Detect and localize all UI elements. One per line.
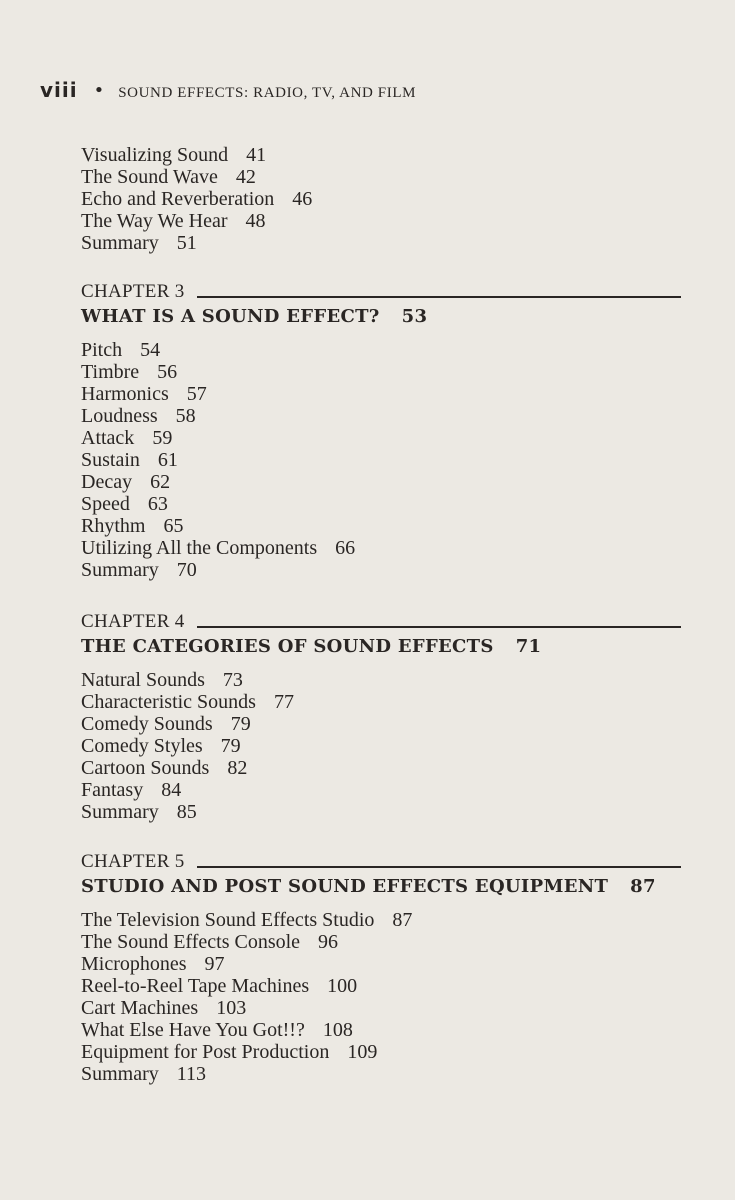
page-number: viii <box>40 78 78 102</box>
toc-entry <box>81 339 681 361</box>
running-head <box>40 78 416 102</box>
entry-title: The Sound Wave <box>81 166 218 188</box>
entry-page: 82 <box>227 757 248 779</box>
entry-page: 70 <box>176 559 197 581</box>
entry-title: Sustain <box>81 449 140 471</box>
entry-title: Reel-to-Reel Tape Machines <box>81 975 310 997</box>
entry-page: 108 <box>322 1019 353 1041</box>
entry-page: 62 <box>150 471 171 493</box>
entry-title: The Television Sound Effects Studio <box>81 909 375 931</box>
entry-title: Attack <box>81 427 135 449</box>
toc-entry <box>81 1063 681 1085</box>
toc-entry <box>81 1041 681 1063</box>
bullet-separator: • <box>93 80 105 101</box>
toc-entry <box>81 909 681 931</box>
entry-title: Microphones <box>81 953 187 975</box>
entry-title: Loudness <box>81 405 158 427</box>
chapter-heading-row <box>81 611 681 633</box>
entry-page: 58 <box>175 405 196 427</box>
toc-entry <box>81 427 681 449</box>
entry-title: The Sound Effects Console <box>81 931 301 953</box>
chapter-label: CHAPTER 3 <box>81 281 185 302</box>
chapter-heading-row <box>81 281 681 303</box>
entry-page: 61 <box>157 449 178 471</box>
toc-entry <box>81 975 681 997</box>
entry-title: Visualizing Sound <box>81 144 229 166</box>
chapter-5 <box>81 851 681 1085</box>
toc-entry <box>81 691 681 713</box>
toc-entry <box>81 1019 681 1041</box>
toc-entry <box>81 210 681 232</box>
toc-entry <box>81 735 681 757</box>
entry-title: The Way We Hear <box>81 210 228 232</box>
toc-entry <box>81 493 681 515</box>
entry-title: Cartoon Sounds <box>81 757 210 779</box>
entry-page: 63 <box>147 493 168 515</box>
entry-title: What Else Have You Got!!? <box>81 1019 305 1041</box>
toc-entry <box>81 537 681 559</box>
chapter-rule <box>197 626 681 628</box>
entry-title: Comedy Styles <box>81 735 203 757</box>
entry-page: 85 <box>176 801 197 823</box>
entry-page: 51 <box>176 232 197 254</box>
toc-entry <box>81 405 681 427</box>
chapter-page: 87 <box>630 876 656 897</box>
toc-entry <box>81 931 681 953</box>
entry-page: 79 <box>220 735 241 757</box>
entry-title: Characteristic Sounds <box>81 691 256 713</box>
toc-entry <box>81 232 681 254</box>
entry-title: Rhythm <box>81 515 146 537</box>
entry-page: 65 <box>163 515 184 537</box>
entry-page: 113 <box>176 1063 207 1085</box>
entry-page: 57 <box>186 383 207 405</box>
chapter-label: CHAPTER 5 <box>81 851 185 872</box>
toc-entry <box>81 144 681 166</box>
entry-page: 56 <box>157 361 178 383</box>
toc-entry <box>81 471 681 493</box>
entry-title: Utilizing All the Components <box>81 537 318 559</box>
chapter-title <box>81 635 681 659</box>
entry-title: Natural Sounds <box>81 669 205 691</box>
entry-title: Speed <box>81 493 130 515</box>
entry-page: 84 <box>161 779 182 801</box>
book-title: SOUND EFFECTS: RADIO, TV, AND FILM <box>118 85 417 101</box>
entry-page: 79 <box>230 713 251 735</box>
toc-entry <box>81 383 681 405</box>
entry-page: 54 <box>140 339 161 361</box>
entry-title: Pitch <box>81 339 123 361</box>
entry-title: Summary <box>81 801 159 823</box>
entry-page: 87 <box>392 909 413 931</box>
entry-title: Cart Machines <box>81 997 199 1019</box>
chapter-4 <box>81 611 681 823</box>
chapter-title-text: THE CATEGORIES OF SOUND EFFECTS <box>81 636 494 657</box>
toc-entry <box>81 188 681 210</box>
toc-entry <box>81 713 681 735</box>
toc-entry <box>81 361 681 383</box>
entry-page: 97 <box>204 953 225 975</box>
chapter-rule <box>197 866 681 868</box>
entry-title: Harmonics <box>81 383 169 405</box>
entry-page: 77 <box>273 691 294 713</box>
chapter-entries <box>81 339 681 581</box>
entry-title: Decay <box>81 471 133 493</box>
entry-title: Fantasy <box>81 779 144 801</box>
chapter-page: 71 <box>515 636 542 657</box>
chapter-title <box>81 875 681 899</box>
entry-page: 109 <box>347 1041 378 1063</box>
chapter-title-text: STUDIO AND POST SOUND EFFECTS EQUIPMENT <box>81 876 609 897</box>
chapter-heading-row <box>81 851 681 873</box>
entry-page: 73 <box>222 669 243 691</box>
toc-entry <box>81 559 681 581</box>
chapter-entries <box>81 669 681 823</box>
chapter-title-text: WHAT IS A SOUND EFFECT? <box>81 306 380 327</box>
continued-entries <box>81 144 681 254</box>
entry-title: Timbre <box>81 361 140 383</box>
toc-entry <box>81 801 681 823</box>
entry-page: 103 <box>216 997 247 1019</box>
chapter-title <box>81 305 681 329</box>
entry-title: Summary <box>81 232 159 254</box>
toc-entry <box>81 449 681 471</box>
entry-title: Summary <box>81 559 159 581</box>
toc-entry <box>81 757 681 779</box>
chapter-label: CHAPTER 4 <box>81 611 185 632</box>
toc-entry <box>81 997 681 1019</box>
chapter-entries <box>81 909 681 1085</box>
toc-entry <box>81 779 681 801</box>
entry-title: Equipment for Post Production <box>81 1041 330 1063</box>
entry-page: 96 <box>318 931 339 953</box>
entry-page: 48 <box>245 210 266 232</box>
entry-page: 66 <box>335 537 356 559</box>
chapter-page: 53 <box>401 306 428 327</box>
entry-page: 46 <box>292 188 313 210</box>
entry-page: 42 <box>235 166 256 188</box>
entry-page: 100 <box>327 975 358 997</box>
entry-title: Echo and Reverberation <box>81 188 275 210</box>
entry-page: 59 <box>152 427 173 449</box>
entry-title: Comedy Sounds <box>81 713 213 735</box>
toc-entry <box>81 669 681 691</box>
toc-entry <box>81 953 681 975</box>
entry-title: Summary <box>81 1063 159 1085</box>
toc-entry <box>81 515 681 537</box>
toc-entry <box>81 166 681 188</box>
chapter-rule <box>197 296 681 298</box>
entry-page: 41 <box>246 144 267 166</box>
chapter-3 <box>81 281 681 581</box>
